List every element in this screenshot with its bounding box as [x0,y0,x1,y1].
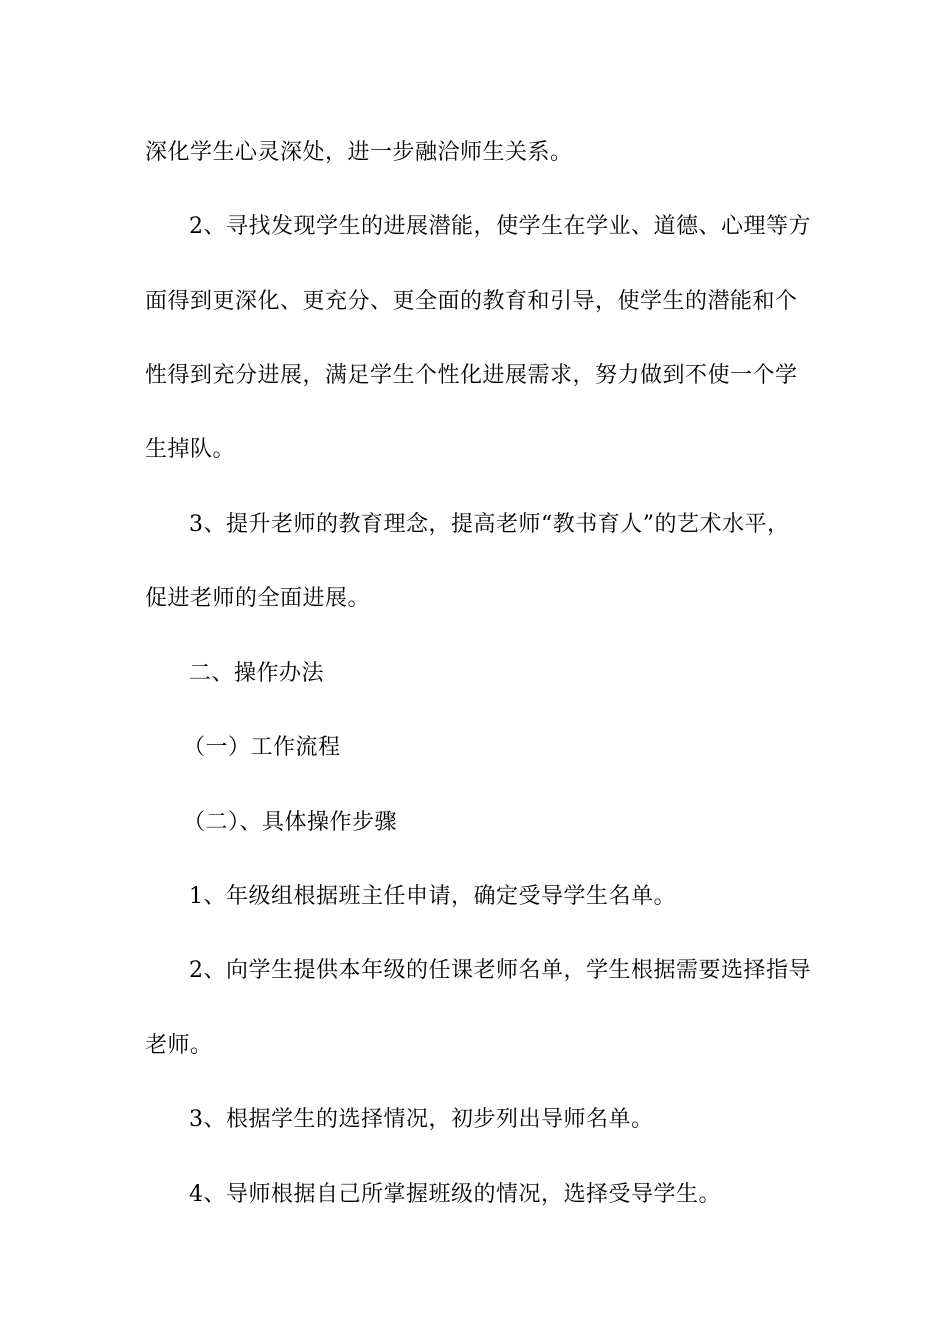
paragraph-line: 2、寻找发现学生的进展潜能，使学生在学业、道德、心理等方 [189,214,811,239]
paragraph-line: 老师。 [145,1033,213,1058]
paragraph-line: 面得到更深化、更充分、更全面的教育和引导，使学生的潜能和个 [145,289,798,314]
paragraph-line: 生掉队。 [145,437,236,462]
paragraph-line: 深化学生心灵深处，进一步融洽师生关系。 [145,140,573,165]
paragraph-line: 促进老师的全面进展。 [145,586,371,611]
subsection-heading: （二）、具体操作步骤 [183,810,398,835]
paragraph-line: 2、向学生提供本年级的任课老师名单，学生根据需要选择指导 [189,958,811,983]
paragraph-line: 3、提升老师的教育理念，提高老师“教书育人”的艺术水平， [189,512,790,537]
paragraph-line: 4、导师根据自己所掌握班级的情况，选择受导学生。 [189,1182,721,1207]
paragraph-line: 3、根据学生的选择情况，初步列出导师名单。 [189,1107,654,1132]
subsection-heading: （一）工作流程 [183,735,341,760]
section-heading: 二、操作办法 [189,661,325,686]
paragraph-line: 1、年级组根据班主任申请，确定受导学生名单。 [189,884,676,909]
paragraph-line: 性得到充分进展，满足学生个性化进展需求，努力做到不使一个学 [145,363,798,388]
